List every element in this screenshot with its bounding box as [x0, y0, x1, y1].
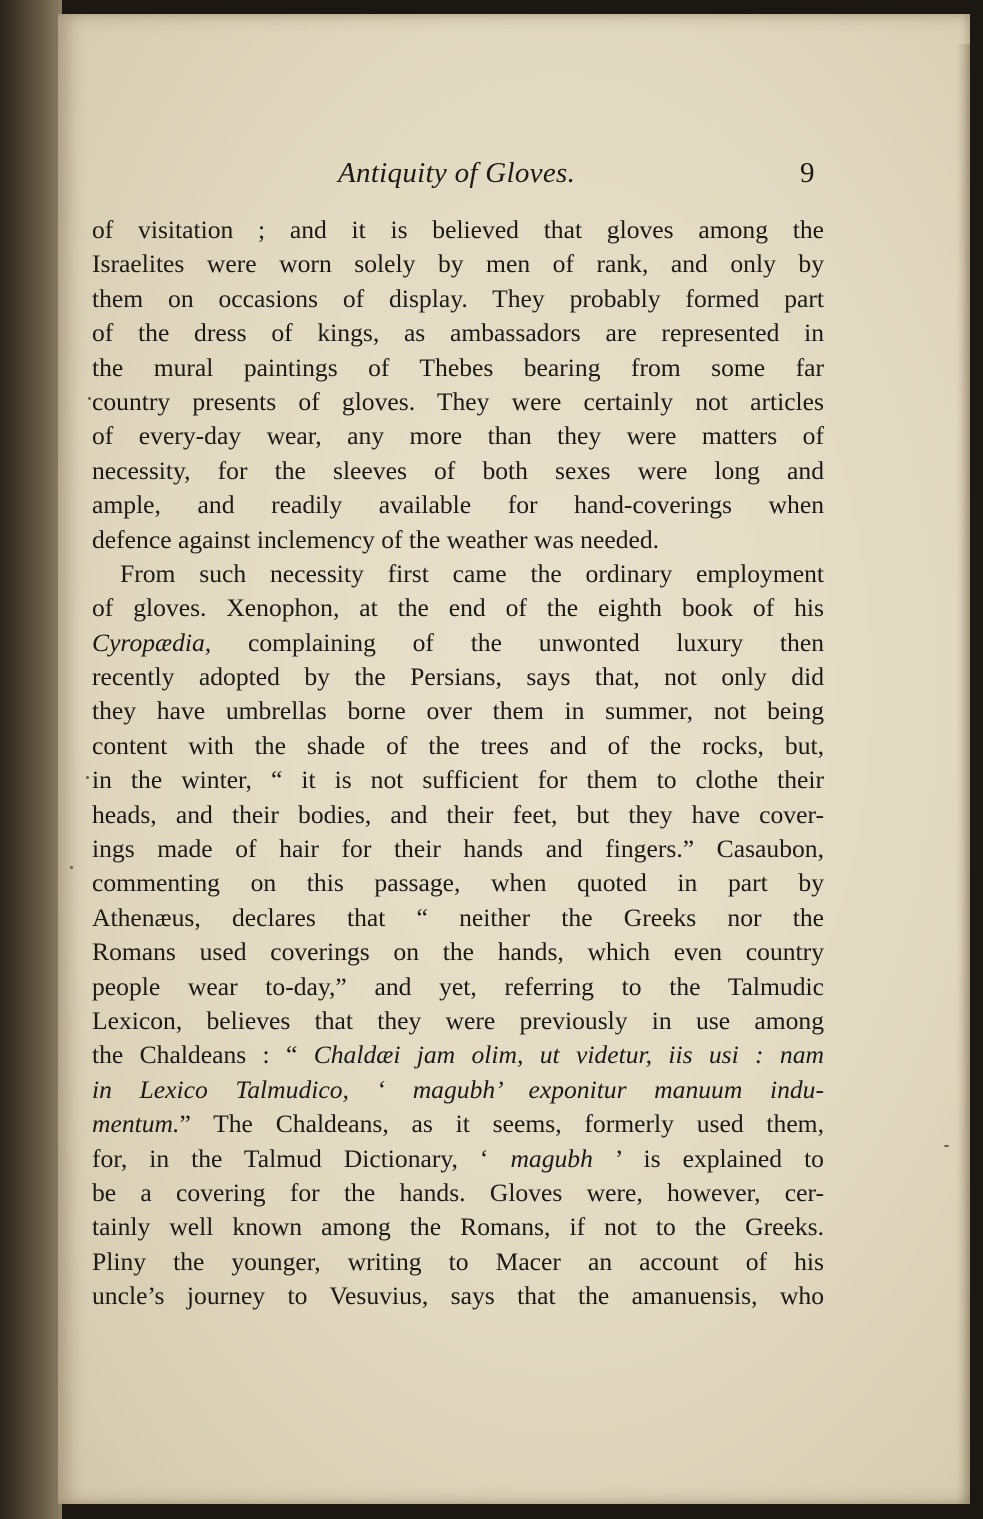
text-run: for, in the Talmud Dictionary, ‘	[92, 1143, 511, 1173]
text-line: Pliny the younger, writing to Macer an account of his	[92, 1246, 824, 1276]
running-head	[58, 157, 970, 197]
italic-text: in Lexico Talmudico, ‘ magubh’ exponitur manuum indu-	[92, 1074, 824, 1104]
paper-speck	[88, 397, 91, 400]
text-line: Israelites were worn solely by men of rank, and only by	[92, 249, 824, 279]
book-binding-edge	[0, 0, 62, 1519]
text-line: they have umbrellas borne over them in summer, not being	[92, 696, 824, 726]
paper-speck	[86, 776, 89, 779]
text-line: necessity, for the sleeves of both sexes were long and	[92, 455, 824, 485]
italic-text: magubh	[510, 1143, 593, 1173]
italic-text: mentum.	[92, 1109, 180, 1139]
italic-text: Chaldæi jam olim, ut videtur, iis usi : nam	[313, 1040, 824, 1070]
running-title: Antiquity of Gloves.	[338, 157, 576, 189]
text-line: ample, and readily available for hand-coverings when	[92, 490, 824, 520]
text-run: the Chaldeans : “	[92, 1040, 314, 1070]
text-line: Romans used coverings on the hands, which even country	[92, 937, 824, 967]
text-run: complaining of the unwonted luxury then	[211, 627, 824, 657]
text-line: of gloves. Xenophon, at the end of the eighth book of his	[92, 593, 824, 623]
text-line: commenting on this passage, when quoted in part by	[92, 868, 824, 898]
text-line: country presents of gloves. They were certainly not articles	[92, 386, 824, 416]
text-line: of every-day wear, any more than they were matters of	[92, 421, 824, 451]
text-line: From such necessity first came the ordinary employment	[120, 558, 824, 588]
text-line	[92, 1038, 824, 1072]
text-line: ings made of hair for their hands and fingers.” Casaubon,	[92, 834, 824, 864]
text-line: heads, and their bodies, and their feet, but they have cover-	[92, 799, 824, 829]
text-line: tainly well known among the Romans, if not to the Greeks.	[92, 1212, 824, 1242]
text-line: the mural paintings of Thebes bearing from some far	[92, 352, 824, 382]
paper-speck	[944, 1145, 949, 1147]
text-line	[92, 626, 824, 660]
text-line: of visitation ; and it is believed that gloves among the	[92, 215, 824, 244]
text-line	[92, 1142, 824, 1176]
page-edge-shadow	[956, 44, 970, 1504]
page-number: 9	[800, 157, 815, 189]
text-line: defence against inclemency of the weather was needed.	[92, 524, 660, 554]
text-line: of the dress of kings, as ambassadors are represented in	[92, 318, 824, 348]
text-run: ’ is explained to	[592, 1143, 824, 1173]
italic-text: Cyropædia,	[92, 627, 212, 657]
text-line: them on occasions of display. They probably formed part	[92, 283, 824, 313]
text-line: Lexicon, believes that they were previously in use among	[92, 1005, 824, 1035]
text-line: people wear to-day,” and yet, referring to the Talmudic	[92, 971, 824, 1001]
text-run: ” The Chaldeans, as it seems, formerly used them,	[179, 1109, 824, 1139]
paper-speck	[70, 866, 73, 869]
text-line: recently adopted by the Persians, says that, not only did	[92, 662, 824, 692]
text-line: content with the shade of the trees and of the rocks, but,	[92, 730, 824, 760]
text-line	[92, 1107, 824, 1141]
text-line: Athenæus, declares that “ neither the Greeks nor the	[92, 902, 824, 932]
text-line: in the winter, “ it is not sufficient for them to clothe their	[92, 765, 824, 795]
text-line	[92, 1073, 824, 1107]
body-text	[92, 213, 824, 1314]
text-line: uncle’s journey to Vesuvius, says that the amanuensis, who	[92, 1281, 824, 1311]
page-sheet	[58, 14, 970, 1504]
text-line: be a covering for the hands. Gloves were, however, cer-	[92, 1177, 824, 1207]
